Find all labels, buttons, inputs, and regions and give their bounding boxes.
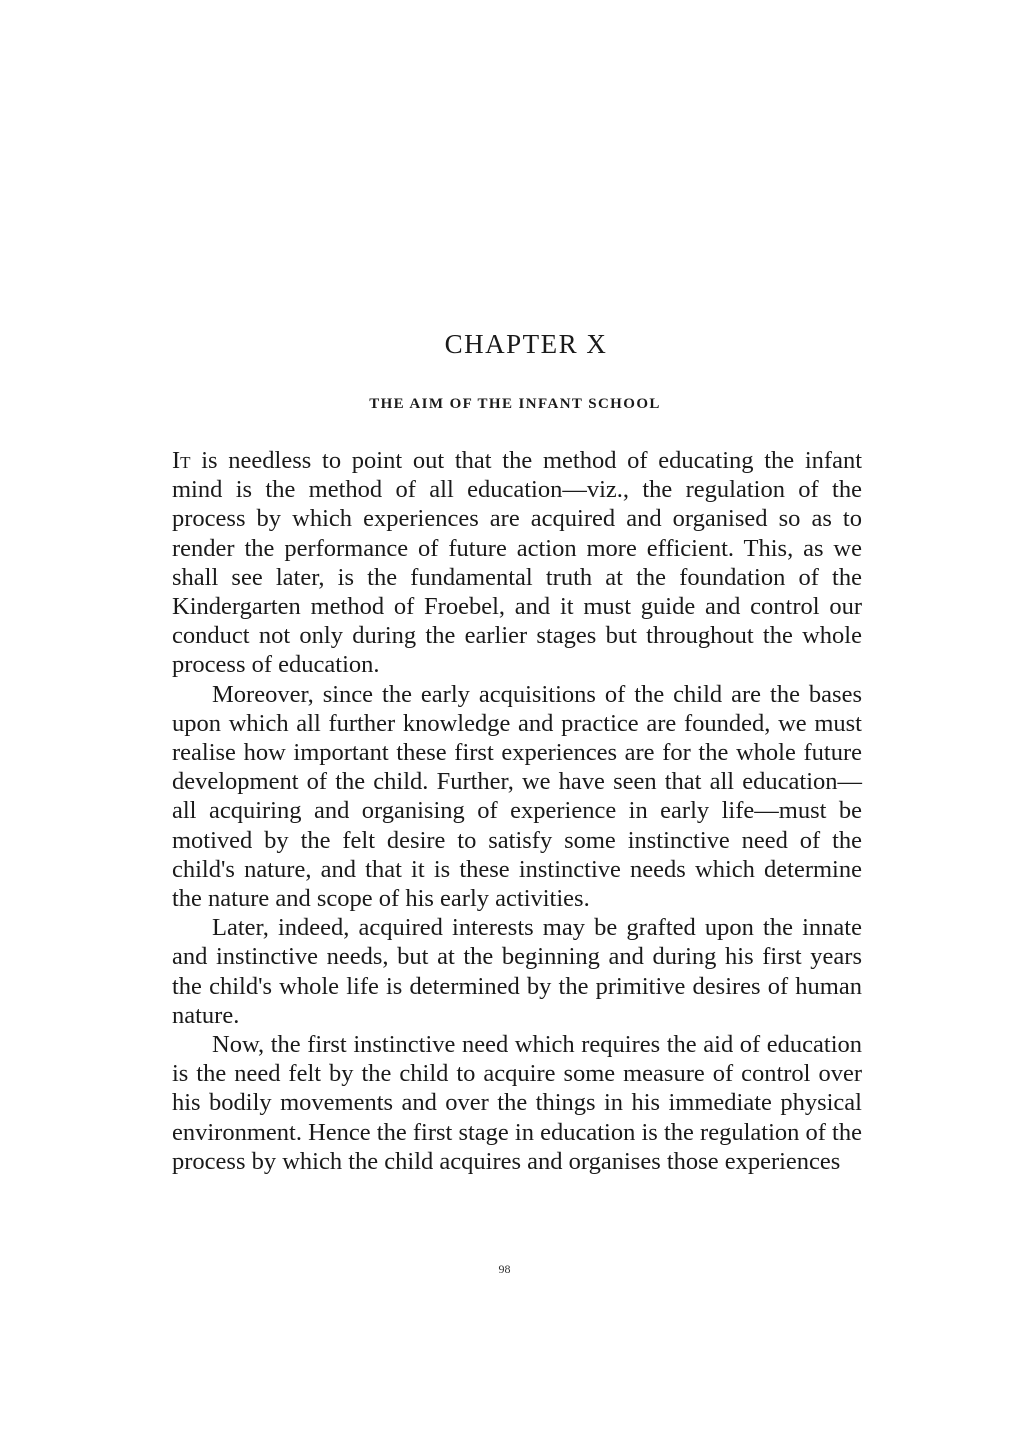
paragraph-3: Later, indeed, acquired interests may be grafted upon the innate and instinctive needs, but at the beginning and during his first years the child's whole life is determined by the primitive desires of human nature. bbox=[172, 914, 862, 1029]
paragraph-lead-word: It bbox=[172, 447, 191, 474]
paragraph-2: Moreover, since the early acquisitions of the child are the bases upon which all further knowledge and practice are founded, we must realise how important these first experiences are for the whole future development of the child. Further, we have seen that all education—all acquiring and organising of experience in early life—must be motived by the felt desire to satisfy some instinctive need of the child's nature, and that it is these instinctive needs which determine the nature and scope of his early activities. bbox=[172, 680, 862, 913]
paragraph-4: Now, the first instinctive need which requires the aid of education is the need felt by the child to acquire some measure of control over his bodily movements and over the things in his immediate physical environment. Hence the first stage in education is the regulation of the process by which the child acquires and organises those experiences bbox=[172, 1031, 862, 1175]
chapter-subtitle: THE AIM OF THE INFANT SCHOOL bbox=[369, 396, 661, 412]
paragraph-1 bbox=[172, 446, 862, 680]
chapter-heading: CHAPTER X bbox=[444, 329, 608, 359]
chapter-body bbox=[172, 446, 862, 1176]
paragraph-text: is needless to point out that the method of educating the infant mind is the method of all education—viz., the regulation of the process by which experiences are acquired and organised so as to render the performance of future action more efficient. This, as we shall see later, is the fundamental truth at the foundation of the Kindergarten method of Froebel, and it must guide and control our conduct not only during the earlier stages but throughout the whole process of education. bbox=[172, 447, 862, 679]
page-number: 98 bbox=[498, 1262, 511, 1276]
